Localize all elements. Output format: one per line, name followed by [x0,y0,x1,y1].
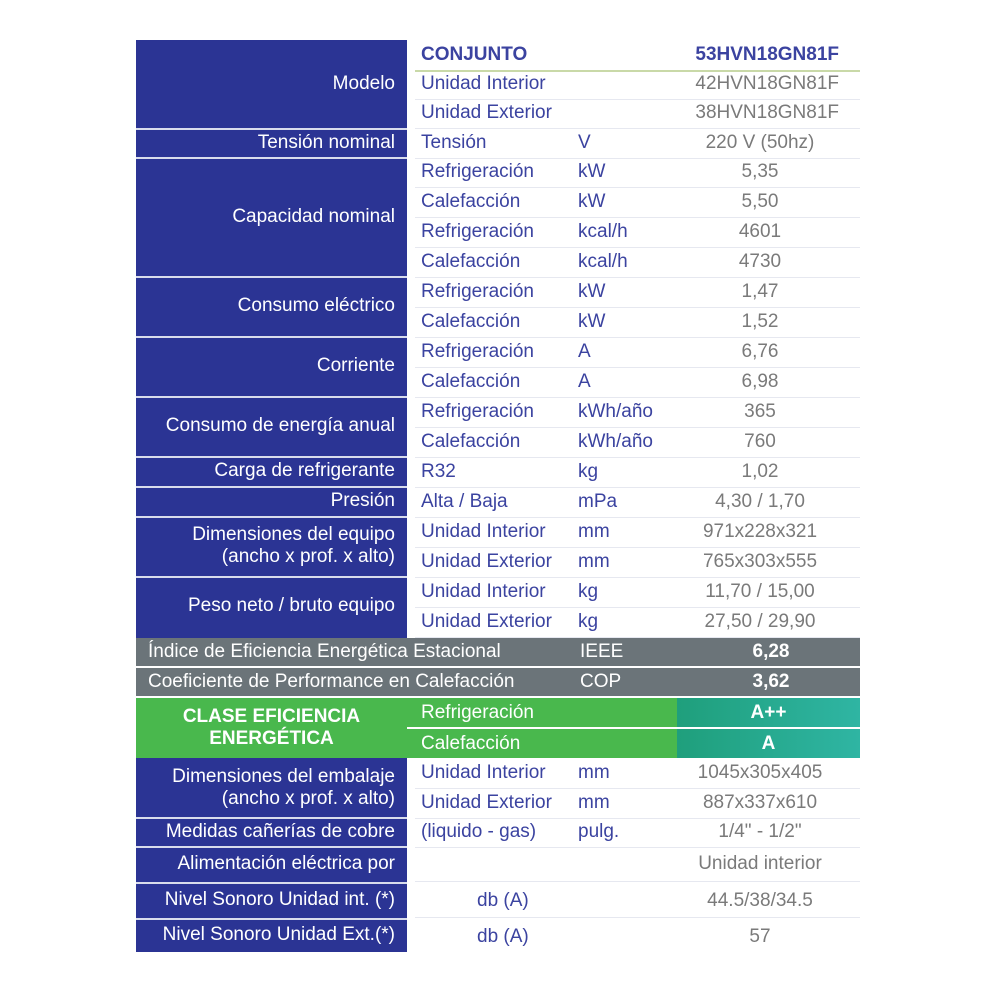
table-row [415,427,860,458]
row-label: Unidad Interior [421,521,546,542]
table-row [415,277,860,308]
row-label: R32 [421,461,456,482]
row-unit: kW [578,281,606,302]
row-label: Unidad Exterior [421,792,552,813]
row-label: Calefacción [421,251,521,272]
row-value: 11,70 / 15,00 [705,581,815,602]
row-label: Refrigeración [421,401,534,422]
row-value: 57 [749,926,771,947]
group-label-capacidad: Capacidad nominal [232,205,395,227]
group-label-dimensiones-line1: Dimensiones del equipo [192,524,395,545]
row-value: 4730 [738,251,782,272]
table-row [415,758,860,789]
row-value: 1,47 [741,281,779,302]
row-unit: kWh/año [578,431,653,452]
row-label: Calefacción [421,311,521,332]
row-unit: pulg. [578,821,620,842]
table-row [415,918,860,952]
row-label: (liquido - gas) [421,821,537,842]
row-unit: db (A) [477,926,529,947]
ieee-label: Índice de Eficiencia Energética Estacional [148,641,501,662]
row-value: Unidad interior [698,853,822,874]
row-unit: kWh/año [578,401,653,422]
group-label-embalaje [136,758,395,817]
header-value: 53HVN18GN81F [695,44,839,65]
energy-class-label-line2: ENERGÉTICA [209,728,334,749]
row-value: 44.5/38/34.5 [707,890,813,911]
row-label: Calefacción [421,371,521,392]
row-value: 365 [744,401,776,422]
row-label: Alta / Baja [421,491,508,512]
energy-mode-heating-label: Calefacción [421,733,521,754]
table-row [415,487,860,518]
row-value: 4601 [738,221,782,242]
ieee-row [136,638,860,666]
table-row [415,882,860,918]
row-label: Unidad Interior [421,762,546,783]
row-unit: V [578,132,591,153]
row-unit: mm [578,792,610,813]
row-value: 42HVN18GN81F [695,73,839,94]
row-unit: mm [578,551,610,572]
ieee-value: 6,28 [752,641,790,662]
row-value: 5,50 [741,191,779,212]
group-label-embalaje-line1: Dimensiones del embalaje [172,765,395,787]
table-row [415,337,860,368]
row-unit: A [578,341,591,362]
row-label: Refrigeración [421,221,534,242]
row-value: 1045x305x405 [697,762,823,783]
energy-class-label-line1: CLASE EFICIENCIA [182,706,361,727]
row-unit: db (A) [477,890,529,911]
energy-class-label [136,698,407,758]
header-label: CONJUNTO [421,44,528,65]
group-label-sonoro-int: Nivel Sonoro Unidad int. (*) [164,889,395,910]
row-label: Unidad Exterior [421,102,552,123]
row-value: 765x303x555 [702,551,818,572]
group-label-alimentacion: Alimentación eléctrica por [177,853,395,874]
table-row [415,397,860,428]
table-row [415,517,860,548]
row-value: 1/4" - 1/2" [718,821,802,842]
row-label: Unidad Exterior [421,611,552,632]
group-label-dimensiones [136,516,395,576]
row-value: 6,98 [741,371,779,392]
group-label-energia-anual: Consumo de energía anual [165,415,395,436]
table-row [415,457,860,488]
row-value: 971x228x321 [702,521,818,542]
energy-class-cooling: A++ [677,698,860,727]
cop-row [136,668,860,696]
table-row [415,817,860,848]
table-row [415,187,860,218]
table-row [415,577,860,608]
row-value: 5,35 [741,161,779,182]
table-row [415,846,860,882]
row-label: Unidad Interior [421,581,546,602]
group-label-refrigerante: Carga de refrigerante [214,460,395,481]
row-value: 887x337x610 [702,792,818,813]
energy-class-heating: A [677,729,860,758]
row-value: 27,50 / 29,90 [704,611,816,632]
group-label-peso: Peso neto / bruto equipo [187,595,395,616]
cop-unit: COP [580,671,622,692]
row-label: Refrigeración [421,161,534,182]
row-unit: mm [578,762,610,783]
energy-mode-cooling [407,698,677,727]
row-unit: A [578,371,591,392]
group-label-sonoro-ext: Nivel Sonoro Unidad Ext.(*) [162,924,395,945]
row-label: Refrigeración [421,281,534,302]
table-row [415,128,860,159]
table-row [415,157,860,188]
energy-class-block [136,698,860,758]
row-unit: kg [578,461,599,482]
row-label: Refrigeración [421,341,534,362]
table-row [415,788,860,819]
row-label: Unidad Interior [421,73,546,94]
row-unit: kcal/h [578,251,628,272]
table-row [415,247,860,278]
row-unit: mm [578,521,610,542]
group-label-modelo: Modelo [332,73,395,94]
table-row [415,217,860,248]
energy-mode-cooling-label: Refrigeración [421,702,534,723]
row-unit: kg [578,611,599,632]
header-row [415,40,860,72]
group-label-tension: Tensión nominal [257,131,395,153]
table-row [415,367,860,398]
table-row [415,607,860,638]
row-value: 38HVN18GN81F [695,102,839,123]
energy-mode-heating [407,729,677,758]
row-value: 220 V (50hz) [705,132,815,153]
row-unit: kg [578,581,599,602]
table-row [415,98,860,129]
group-label-embalaje-line2: (ancho x prof. x alto) [221,787,395,809]
row-unit: mPa [578,491,618,512]
cop-value: 3,62 [752,671,790,692]
row-label: Calefacción [421,191,521,212]
group-label-dimensiones-line2: (ancho x prof. x alto) [221,546,395,567]
row-value: 6,76 [741,341,779,362]
table-row [415,547,860,578]
row-label: Calefacción [421,431,521,452]
row-value: 1,52 [741,311,779,332]
row-unit: kW [578,191,606,212]
row-value: 1,02 [741,461,779,482]
spec-table [136,40,860,952]
group-label-presion: Presión [330,490,395,511]
row-label: Tensión [421,132,487,153]
table-row [415,69,860,100]
ieee-unit: IEEE [580,641,624,662]
group-label-canerias: Medidas cañerías de cobre [165,820,395,842]
row-unit: kW [578,161,606,182]
row-unit: kcal/h [578,221,628,242]
row-value: 760 [744,431,776,452]
row-value: 4,30 / 1,70 [715,491,805,512]
row-unit: kW [578,311,606,332]
table-row [415,307,860,338]
group-label-consumo: Consumo eléctrico [237,295,395,316]
cop-label: Coeficiente de Performance en Calefacción [148,671,515,692]
row-label: Unidad Exterior [421,551,552,572]
group-label-corriente: Corriente [316,355,395,376]
